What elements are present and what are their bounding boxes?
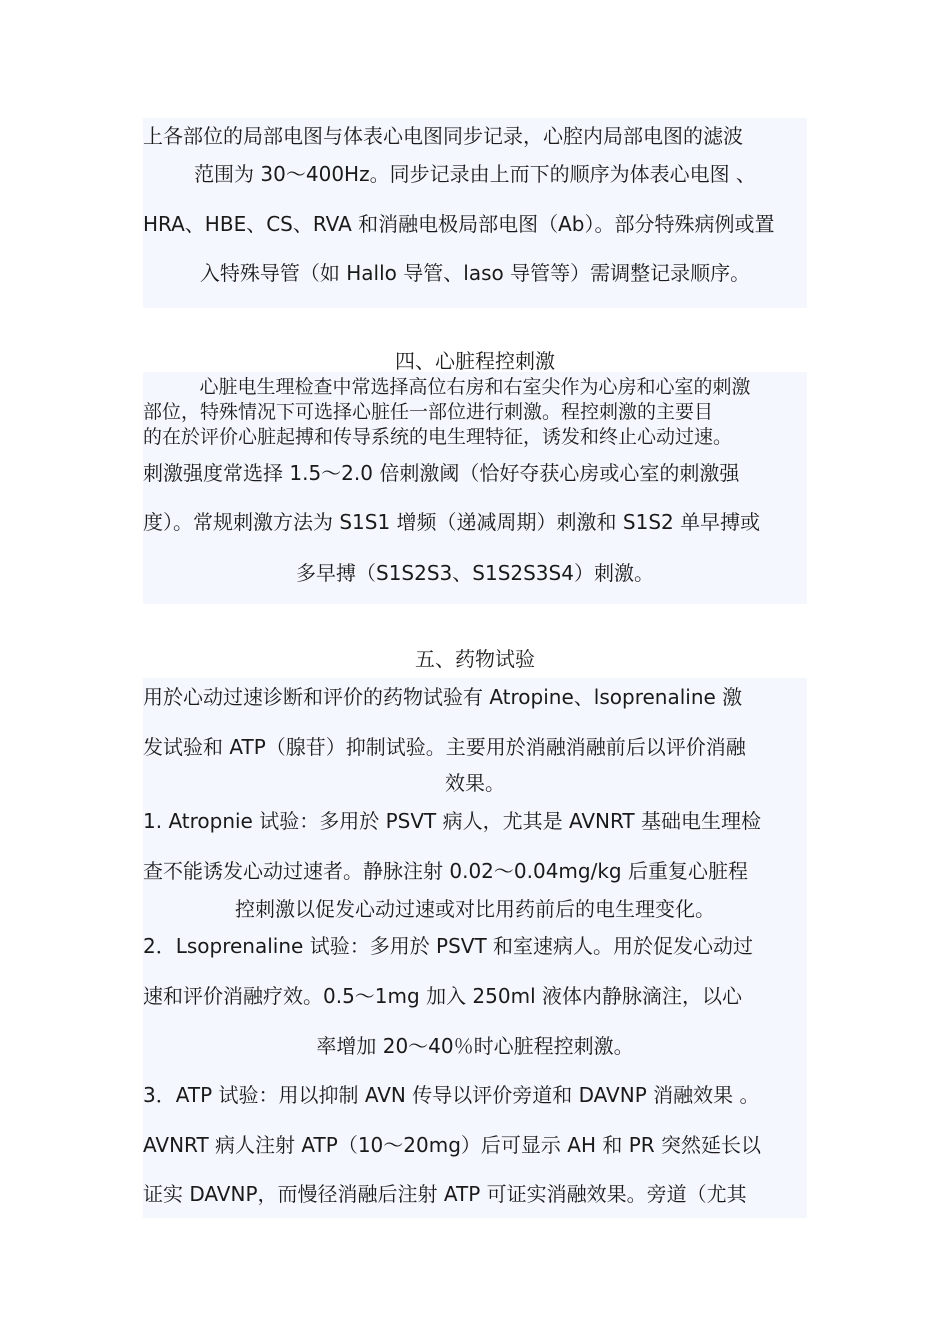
paragraph-line: 速和评价消融疗效。0.5～1mg 加入 250ml 液体内静脉滴注，以心 [143,984,742,1008]
section-heading: 五、药物试验 [415,647,535,671]
paragraph-line: 查不能诱发心动过速者。静脉注射 0.02～0.04mg/kg 后重复心脏程 [143,859,748,883]
paragraph-line: HRA、HBE、CS、RVA 和消融电极局部电图（Ab）。部分特殊病例或置 [143,212,775,236]
paragraph-line: 部位，特殊情况下可选择心脏任一部位进行刺激。程控刺激的主要目 [143,401,714,423]
paragraph-line: 发试验和 ATP（腺苷）抑制试验。主要用於消融消融前后以评价消融 [143,735,746,759]
paragraph-line: 率增加 20～40％时心脏程控刺激。 [316,1034,634,1058]
paragraph-line: 控刺激以促发心动过速或对比用药前后的电生理变化。 [235,897,715,921]
paragraph-line: 2．Lsoprenaline 试验：多用於 PSVT 和室速病人。用於促发心动过 [143,934,754,958]
paragraph-line: 入特殊导管（如 Hallo 导管、laso 导管等）需调整记录顺序。 [199,261,751,285]
paragraph-line: 多早搏（S1S2S3、S1S2S3S4）刺激。 [296,561,654,585]
paragraph-line: 心脏电生理检查中常选择高位右房和右室尖作为心房和心室的刺激 [199,376,751,398]
paragraph-line: 的在於评价心脏起搏和传导系统的电生理特征，诱发和终止心动过速。 [143,426,733,448]
paragraph-line: 用於心动过速诊断和评价的药物试验有 Atropine、lsoprenaline 激 [143,685,743,709]
paragraph-line: 度）。常规刺激方法为 S1S1 增频（递减周期）刺激和 S1S2 单早搏或 [143,510,761,534]
paragraph-line: 效果。 [445,771,505,795]
paragraph-line: 3．ATP 试验：用以抑制 AVN 传导以评价旁道和 DAVNP 消融效果 。 [143,1083,760,1107]
paragraph-line: 范围为 30～400Hz。同步记录由上而下的顺序为体表心电图 、 [194,162,756,186]
paragraph-line: AVNRT 病人注射 ATP（10～20mg）后可显示 AH 和 PR 突然延长以 [143,1133,762,1157]
paragraph-line: 刺激强度常选择 1.5～2.0 倍刺激阈（恰好夺获心房或心室的刺激强 [143,461,740,485]
section-heading: 四、心脏程控刺激 [395,349,555,373]
paragraph-line: 证实 DAVNP，而慢径消融后注射 ATP 可证实消融效果。旁道（尤其 [143,1182,747,1206]
paragraph-line: 上各部位的局部电图与体表心电图同步记录，心腔内局部电图的滤波 [143,124,743,148]
paragraph-line: 1. Atropnie 试验：多用於 PSVT 病人，尤其是 AVNRT 基础电生理检 [143,809,762,833]
